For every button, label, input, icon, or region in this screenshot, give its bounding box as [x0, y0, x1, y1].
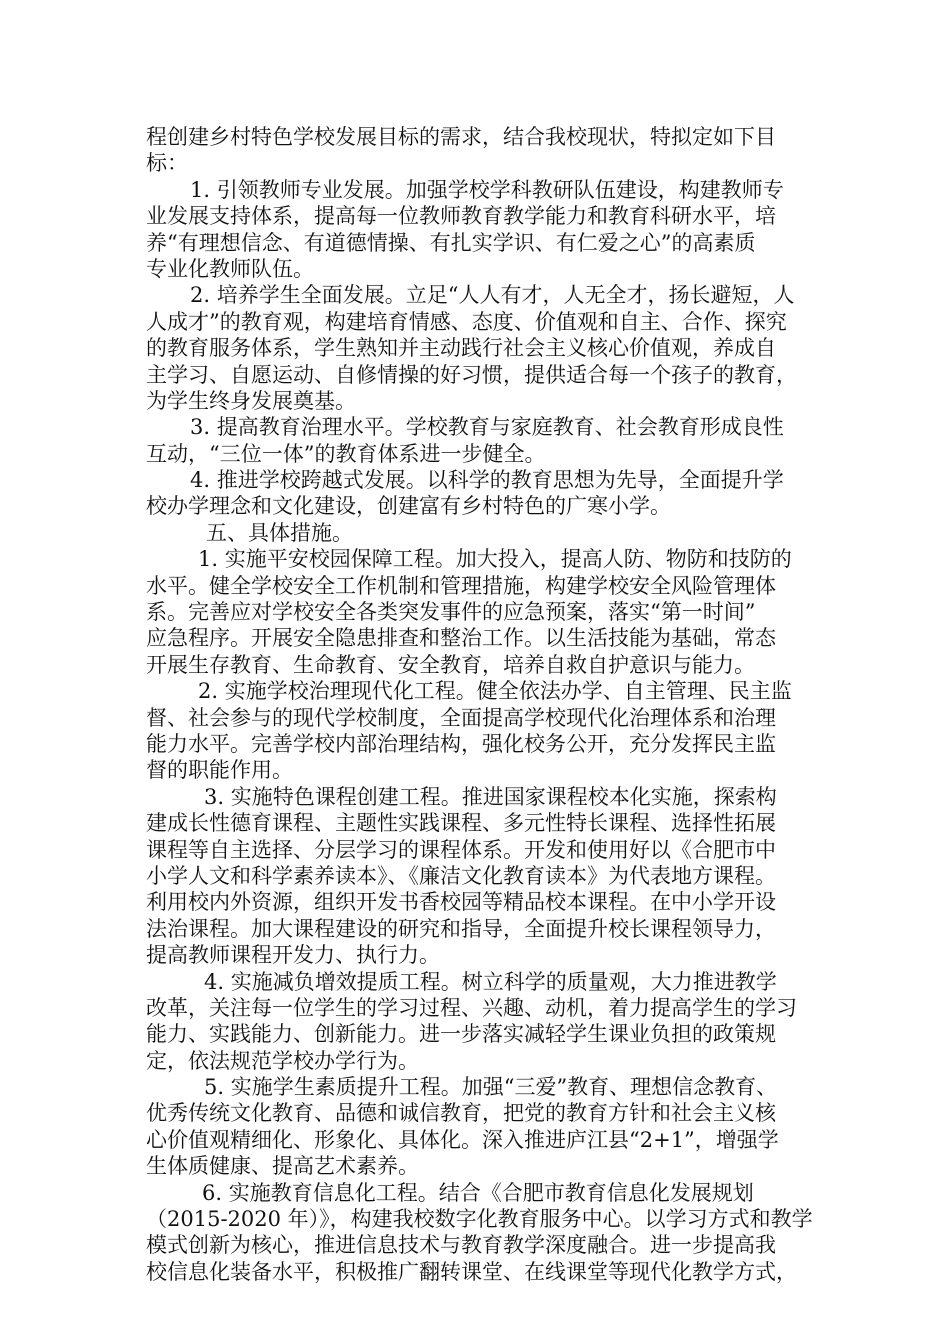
text-line: 生体质健康、提高艺术素养。: [146, 1154, 419, 1179]
text-line: 专业化教师队伍。: [146, 256, 314, 281]
text-line: 五、具体措施。: [206, 520, 353, 545]
text-line: 主学习、自愿运动、自修情操的好习惯，提供适合每一个孩子的教育，: [146, 362, 797, 387]
text-line: （2015-2020 年）》，构建我校数字化教育服务中心。以学习方式和教学: [146, 1207, 813, 1232]
text-line: 3. 实施特色课程创建工程。推进国家课程校本化实施，探索构: [204, 784, 777, 809]
text-line: 互动，“三位一体”的教育体系进一步健全。: [146, 441, 546, 466]
text-line: 应急程序。开展安全隐患排查和整治工作。以生活技能为基础，常态: [146, 626, 776, 651]
text-line: 养“有理想信念、有道德情操、有扎实学识、有仁爱之心”的高素质: [146, 230, 756, 255]
text-line: 改革，关注每一位学生的学习过程、兴趣、动机，着力提高学生的学习: [146, 995, 797, 1020]
text-line: 建成长性德育课程、主题性实践课程、多元性特长课程、选择性拓展: [146, 811, 776, 836]
text-line: 提高教师课程开发力、执行力。: [146, 943, 440, 968]
text-line: 校办学理念和文化建设，创建富有乡村特色的广寒小学。: [146, 494, 671, 519]
text-line: 课程等自主选择、分层学习的课程体系。开发和使用好以《合肥市中: [146, 837, 776, 862]
text-line: 2. 培养学生全面发展。立足“人人有才，人无全才，扬长避短，人: [190, 283, 795, 308]
text-line: 能力水平。完善学校内部治理结构，强化校务公开，充分发挥民主监: [146, 731, 776, 756]
text-line: 为学生终身发展奠基。: [146, 388, 356, 413]
text-line: 法治课程。加大课程建设的研究和指导，全面提升校长课程领导力，: [146, 916, 776, 941]
text-line: 系。完善应对学校安全各类突发事件的应急预案，落实“第一时间”: [146, 600, 756, 625]
text-line: 利用校内外资源，组织开发书香校园等精品校本课程。在中小学开设: [146, 890, 776, 915]
text-line: 小学人文和科学素养读本》、《廉洁文化教育读本》为代表地方课程。: [146, 863, 776, 888]
text-line: 4. 推进学校跨越式发展。以科学的教育思想为先导，全面提升学: [190, 468, 784, 493]
text-line: 督、社会参与的现代学校制度，全面提高学校现代化治理体系和治理: [146, 705, 776, 730]
text-line: 水平。健全学校安全工作机制和管理措施，构建学校安全风险管理体: [146, 573, 776, 598]
text-line: 程创建乡村特色学校发展目标的需求，结合我校现状，特拟定如下目: [146, 125, 776, 149]
text-line: 业发展支持体系，提高每一位教师教育教学能力和教育科研水平，培: [146, 204, 776, 229]
text-line: 2. 实施学校治理现代化工程。健全依法办学、自主管理、民主监: [198, 679, 792, 704]
text-line: 模式创新为核心，推进信息技术与教育教学深度融合。进一步提高我: [146, 1233, 776, 1258]
text-line: 能力、实践能力、创新能力。进一步落实减轻学生课业负担的政策规: [146, 1022, 776, 1047]
text-line: 3. 提高教育治理水平。学校教育与家庭教育、社会教育形成良性: [190, 415, 784, 440]
text-line: 1. 实施平安校园保障工程。加大投入，提高人防、物防和技防的: [198, 547, 792, 572]
text-line: 心价值观精细化、形象化、具体化。深入推进庐江县“2+1”，增强学: [146, 1127, 779, 1152]
document-body: [146, 124, 814, 1285]
text-line: 定，依法规范学校办学行为。: [146, 1048, 419, 1073]
text-line: 校信息化装备水平，积极推广翻转课堂、在线课堂等现代化教学方式，: [146, 1259, 797, 1284]
text-line: 4. 实施减负增效提质工程。树立科学的质量观，大力推进教学: [204, 969, 777, 994]
text-line: 的教育服务体系，学生熟知并主动践行社会主义核心价值观，养成自: [146, 336, 776, 361]
text-line: 优秀传统文化教育、品德和诚信教育，把党的教育方针和社会主义核: [146, 1101, 776, 1126]
text-line: 5. 实施学生素质提升工程。加强“三爱”教育、理想信念教育、: [204, 1075, 778, 1100]
text-line: 督的职能作用。: [146, 758, 293, 783]
text-line: 开展生存教育、生命教育、安全教育，培养自救自护意识与能力。: [146, 652, 755, 677]
text-line: 1. 引领教师专业发展。加强学校学科教研队伍建设，构建教师专: [190, 177, 784, 202]
text-line: 标：: [146, 151, 188, 176]
text-line: 6. 实施教育信息化工程。结合《合肥市教育信息化发展规划: [202, 1180, 754, 1205]
text-line: 人成才”的教育观，构建培育情感、态度、价值观和自主、合作、探究: [146, 309, 787, 334]
